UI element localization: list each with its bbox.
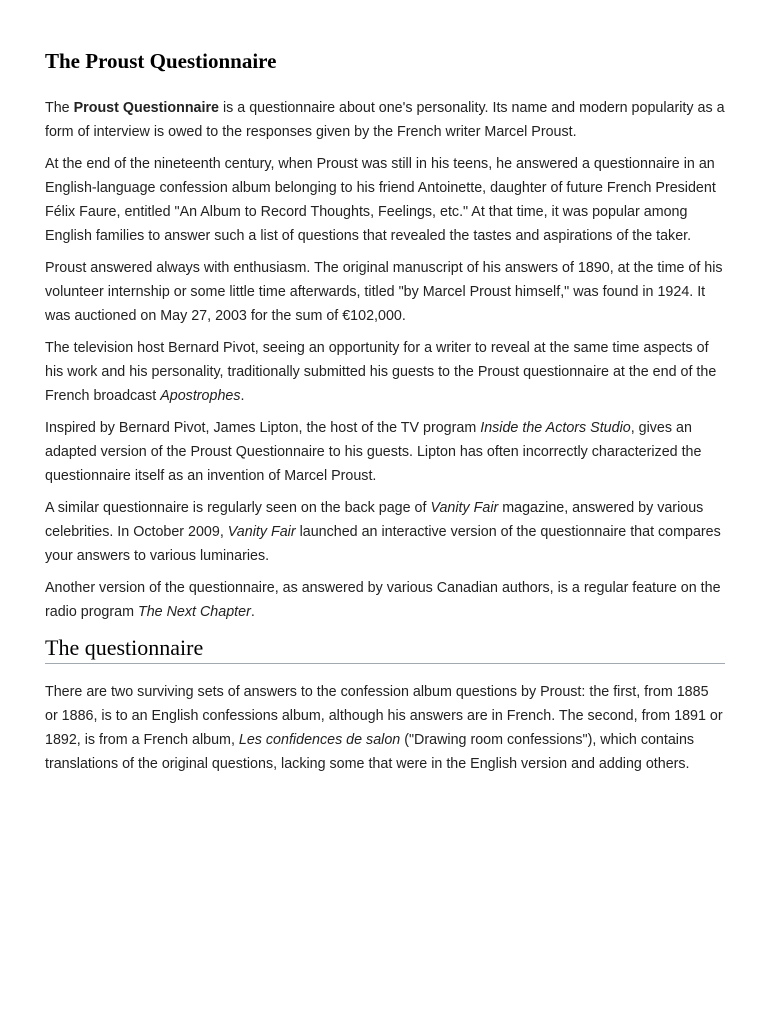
bold-text: Proust Questionnaire: [73, 100, 219, 116]
text-run: , gives an adapted version of the Proust Questionnaire to his guests. Lipton has often incorrectly characterized the questionnaire itself as an invention of Marcel Proust.: [45, 420, 702, 484]
text-run: Proust answered always with enthusiasm. The original manuscript of his answers of 1890, at the time of his volunteer internship or some little time afterwards, titled "by Marcel Proust himself," was found in 1924. It was auctioned on May 27, 2003 for the sum of €102,000.: [45, 260, 723, 324]
text-run: .: [240, 388, 245, 404]
page-title: The Proust Questionnaire: [45, 49, 277, 73]
intro-section: [45, 96, 725, 624]
text-run: .: [250, 604, 255, 620]
italic-title: Les confidences de salon: [238, 732, 401, 748]
italic-title: Apostrophes: [160, 388, 241, 404]
section-heading: The questionnaire: [45, 633, 725, 664]
italic-title: Vanity Fair: [227, 524, 296, 540]
text-run: The: [45, 100, 74, 116]
paragraph: [45, 336, 725, 408]
paragraph: [45, 496, 725, 568]
text-run: Inspired by Bernard Pivot, James Lipton, the host of the TV program: [45, 420, 481, 436]
text-run: The television host Bernard Pivot, seeing an opportunity for a writer to reveal at the same time aspects of his work and his personality, traditionally submitted his guests to the Proust questionnaire at the end of the French broadcast: [45, 340, 717, 404]
paragraph: [45, 256, 725, 328]
text-run: A similar questionnaire is regularly seen on the back page of: [45, 500, 431, 516]
text-run: magazine, answered by various celebrities. In October 2009,: [45, 500, 704, 540]
italic-title: The Next Chapter: [137, 604, 251, 620]
text-run: Another version of the questionnaire, as answered by various Canadian authors, is a regular feature on the radio program: [45, 580, 721, 620]
text-run: ("Drawing room confessions"), which contains translations of the original questions, lacking some that were in the English version and adding others.: [45, 732, 695, 772]
text-run: is a questionnaire about one's personality. Its name and modern popularity as a form of interview is owed to the responses given by the French writer Marcel Proust.: [45, 100, 725, 140]
paragraph: [45, 416, 725, 488]
questionnaire-section: [45, 680, 725, 776]
paragraph: [45, 576, 725, 624]
paragraph: [45, 680, 725, 776]
text-run: At the end of the nineteenth century, when Proust was still in his teens, he answered a questionnaire in an English-language confession album belonging to his friend Antoinette, daughter of future French President Félix Faure, entitled "An Album to Record Thoughts, Feelings, etc." At that time, it was popular among English families to answer such a list of questions that revealed the tastes and aspirations of the taker.: [45, 156, 716, 244]
text-run: There are two surviving sets of answers to the confession album questions by Proust: the first, from 1885 or 1886, is to an English confessions album, although his answers are in French. The second, from 1891 or 1892, is from a French album,: [45, 684, 723, 748]
paragraph: [45, 152, 725, 248]
italic-title: Vanity Fair: [430, 500, 499, 516]
italic-title: Inside the Actors Studio: [480, 420, 631, 436]
text-run: launched an interactive version of the questionnaire that compares your answers to various luminaries.: [45, 524, 721, 564]
paragraph: [45, 96, 725, 144]
article: [45, 0, 725, 784]
